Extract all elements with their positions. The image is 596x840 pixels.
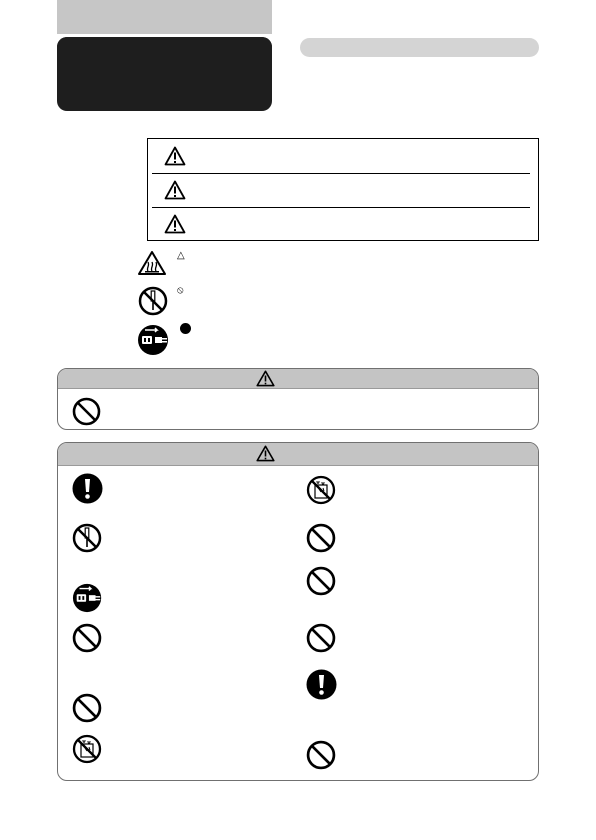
do-not-disassemble-icon bbox=[138, 286, 168, 316]
prohibited-icon bbox=[306, 523, 336, 553]
do-not-disassemble-icon bbox=[72, 523, 102, 553]
warning-triangle-icon bbox=[164, 214, 186, 234]
unplug-icon bbox=[137, 324, 171, 356]
no-water-icon bbox=[306, 475, 336, 505]
symbol-marker: ⦸ bbox=[177, 285, 184, 296]
mandatory-exclamation-icon bbox=[72, 473, 103, 504]
legend-box bbox=[147, 138, 539, 241]
warning-panel bbox=[57, 368, 539, 430]
no-water-icon bbox=[72, 734, 102, 764]
header-tab bbox=[57, 0, 272, 34]
mandatory-exclamation-icon bbox=[306, 669, 337, 700]
legend-divider bbox=[152, 207, 530, 208]
unplug-icon bbox=[72, 582, 104, 614]
prohibited-icon bbox=[306, 566, 336, 596]
symbol-marker: △ bbox=[177, 250, 185, 261]
symbol-marker-dot bbox=[180, 323, 191, 334]
prohibited-icon bbox=[72, 623, 102, 653]
warning-triangle-icon bbox=[256, 445, 275, 462]
section-pill bbox=[300, 38, 539, 57]
warning-triangle-icon bbox=[164, 146, 186, 166]
caution-panel bbox=[57, 442, 539, 781]
warning-triangle-icon bbox=[256, 370, 275, 387]
header-title-block bbox=[57, 37, 272, 111]
prohibited-icon bbox=[72, 397, 101, 426]
prohibited-icon bbox=[306, 623, 336, 653]
legend-divider bbox=[152, 173, 530, 174]
prohibited-icon bbox=[72, 693, 102, 723]
warning-panel-header bbox=[58, 369, 538, 389]
hot-surface-caution-icon bbox=[137, 250, 167, 276]
caution-panel-header bbox=[58, 443, 538, 466]
prohibited-icon bbox=[306, 740, 336, 770]
warning-triangle-icon bbox=[164, 180, 186, 200]
